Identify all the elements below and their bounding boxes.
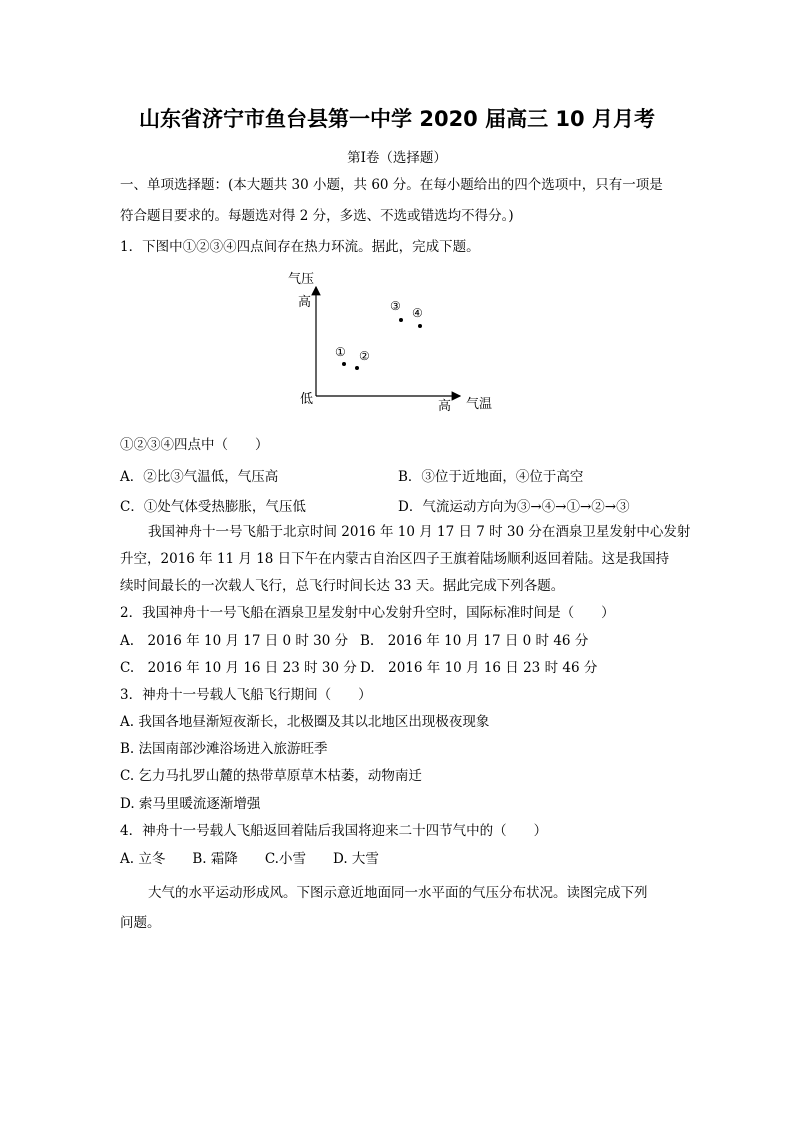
question-3-option-a: A. 我国各地昼渐短夜渐长，北极圈及其以北地区出现极夜现象 [120, 714, 490, 730]
point-2-dot [355, 366, 359, 370]
question-1-option-d: D．气流运动方向为③→④→①→②→③ [398, 499, 630, 515]
passage2-line1: 大气的水平运动形成风。下图示意近地面同一水平面的气压分布状况。读图完成下列 [148, 885, 648, 901]
passage2-line2: 问题。 [120, 915, 161, 931]
y-axis-label: 气压 [288, 272, 315, 287]
question-1-prompt: ①②③④四点中（ ） [120, 437, 269, 453]
question-2-stem: 2．我国神舟十一号飞船在酒泉卫星发射中心发射升空时，国际标准时间是（ ） [120, 605, 615, 621]
passage-line3: 续时间最长的一次载人飞行，总飞行时间长达 33 天。据此完成下列各题。 [120, 578, 565, 594]
question-1-option-b: B．③位于近地面，④位于高空 [398, 469, 584, 485]
point-3-dot [399, 318, 403, 322]
section-instructions-line1: 一、单项选择题：(本大题共 30 小题，共 60 分。在每小题给出的四个选项中，只有一项是 [120, 177, 663, 193]
section-instructions-line2: 符合题目要求的。每题选对得 2 分，多选、不选或错选均不得分。) [120, 208, 514, 224]
point-1-dot [342, 362, 346, 366]
passage-line1: 我国神舟十一号飞船于北京时间 2016 年 10 月 17 日 7 时 30 分在酒泉卫星发射中心发射 [148, 524, 691, 540]
question-3-option-d: D. 索马里暖流逐渐增强 [120, 796, 261, 812]
question-1-stem: 1．下图中①②③④四点间存在热力环流。据此，完成下题。 [120, 239, 480, 255]
point-4-label: ④ [412, 306, 423, 320]
point-3-label: ③ [390, 299, 401, 313]
question-1-option-c: C．①处气体受热膨胀，气压低 [120, 499, 306, 515]
x-axis-high: 高 [438, 399, 452, 414]
y-axis-low: 低 [300, 392, 314, 407]
point-2-label: ② [359, 349, 370, 363]
diagram-points [335, 299, 423, 370]
question-2-option-a: A. 2016 年 10 月 17 日 0 时 30 分 [120, 633, 349, 649]
question-4-stem: 4．神舟十一号载人飞船返回着陆后我国将迎来二十四节气中的（ ） [120, 823, 548, 839]
section-subtitle: 第Ⅰ卷（选择题） [347, 150, 447, 166]
question-2-option-d: D. 2016 年 10 月 16 日 23 时 46 分 [360, 660, 598, 676]
question-4-options: A. 立冬 B. 霜降 C.小雪 D. 大雪 [120, 851, 379, 867]
question-2-option-b: B. 2016 年 10 月 17 日 0 时 46 分 [360, 633, 589, 649]
pressure-temperature-diagram [280, 262, 510, 420]
point-4-dot [418, 324, 422, 328]
y-axis-high: 高 [298, 295, 312, 310]
question-3-option-b: B. 法国南部沙滩浴场进入旅游旺季 [120, 741, 328, 757]
passage-line2: 升空，2016 年 11 月 18 日下午在内蒙古自治区四子王旗着陆场顺利返回着陆。这是我国持 [120, 551, 670, 567]
point-1-label: ① [335, 345, 346, 359]
question-3-option-c: C. 乞力马扎罗山麓的热带草原草木枯萎，动物南迁 [120, 768, 422, 784]
question-2-option-c: C. 2016 年 10 月 16 日 23 时 30 分 [120, 660, 357, 676]
page-title: 山东省济宁市鱼台县第一中学 2020 届高三 10 月月考 [139, 107, 655, 131]
question-1-option-a: A．②比③气温低，气压高 [120, 469, 279, 485]
question-3-stem: 3．神舟十一号载人飞船飞行期间（ ） [120, 687, 372, 703]
x-axis-label: 气温 [466, 397, 493, 412]
